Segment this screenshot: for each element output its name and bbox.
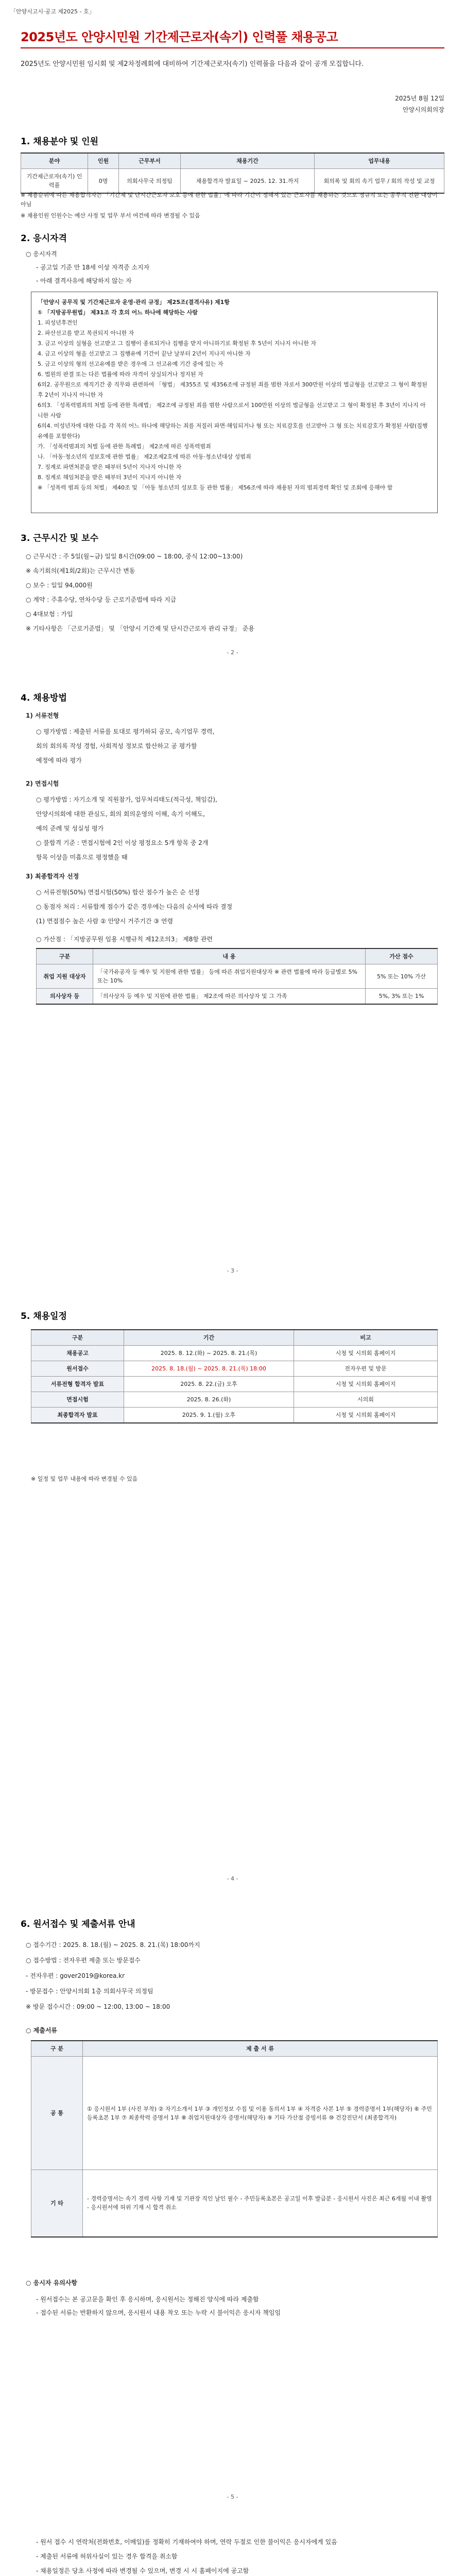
- disqualification-item: 6의3. 「성폭력범죄의 처벌 등에 관한 특례법」 제2조에 규정된 죄를 범한 사람으로서 100만원 이상의 벌금형을 선고받고 그 형이 확정된 후 3년이 지나지 아니한 사람: [38, 402, 426, 419]
- table-row: [31, 1408, 438, 1423]
- table-cell: 「의사상자 등 예우 및 지원에 관한 법률」 제2조에 따른 의사상자 및 그 가족: [93, 989, 366, 1005]
- table-row: [31, 1361, 438, 1377]
- disqualification-item: 3. 금고 이상의 실형을 선고받고 그 집행이 종료되거나 집행을 받지 아니하기로 확정된 후 5년이 지나지 아니한 자: [38, 340, 316, 347]
- document-title: 2025년도 안양시민원 기간제근로자(속기) 인력풀 채용공고: [21, 30, 338, 44]
- table-cell: 전자우편 및 방문: [294, 1361, 438, 1377]
- box-title: 「안양시 공무직 및 기간제근로자 운영·관리 규정」 제25조(결격사유) 제1항: [38, 299, 230, 306]
- section-6-title: 6. 원서접수 및 제출서류 안내: [21, 1919, 135, 1929]
- table-header: 구분: [37, 948, 93, 964]
- intro-text: 2025년도 안양시민원 임시회 및 제2차정례회에 대비하여 기간제근로자(속기) 인력풀을 다음과 같이 공개 모집합니다.: [21, 60, 364, 68]
- disqualification-item: 5. 금고 이상의 형의 선고유예를 받은 경우에 그 선고유예 기간 중에 있는 자: [38, 361, 223, 367]
- table-cell: 취업 지원 대상자: [37, 964, 93, 989]
- table-header: 근무부서: [119, 153, 181, 169]
- interview-title: 2) 면접시험: [26, 780, 59, 787]
- table-row: [31, 2170, 438, 2237]
- application-item: ○ 접수방법 : 전자우편 제출 또는 방문접수: [26, 1957, 141, 1964]
- bonus-table: [36, 948, 438, 1005]
- application-item: ※ 방문 접수시간 : 09:00 ~ 12:00, 13:00 ~ 18:00: [26, 2003, 170, 2010]
- disqualification-item: 나. 「아동·청소년의 성보호에 관한 법률」 제2조제2호에 따른 아동·청소년대상 성범죄: [38, 453, 251, 460]
- work-condition-item: ※ 속기회의(제1회/2회)는 근무시간 변동: [26, 567, 135, 574]
- section-2-title: 2. 응시자격: [21, 233, 67, 244]
- disqualification-list: [38, 318, 431, 493]
- table-cell: 2025. 9. 1.(월) 오후: [124, 1408, 294, 1423]
- table-cell: 회의록 및 회의 속기 업무 / 회의 작성 및 교정: [315, 169, 444, 194]
- disqualification-item: 6. 법원의 판결 또는 다른 법률에 따라 자격이 상실되거나 정지된 자: [38, 371, 203, 378]
- work-condition-item: ○ 4대보험 : 가입: [26, 611, 73, 618]
- final-selection-list: [36, 885, 438, 928]
- screening-item: ○ 평가방법 : 제출된 서류를 토대로 평가하되 공모, 속기업무 경력,: [36, 728, 215, 735]
- application-item: ○ 접수기간 : 2025. 8. 18.(월) ~ 2025. 8. 21.(목) 18:00까지: [26, 1941, 200, 1948]
- announcement-date: 2025년 8월 12일: [395, 95, 444, 102]
- table-cell: 2025. 8. 18.(월) ~ 2025. 8. 21.(목) 18:00: [124, 1361, 294, 1377]
- table-cell: 기 타: [31, 2170, 83, 2237]
- table-cell: 의회사무국 의정팀: [119, 169, 181, 194]
- table-cell: 「국가유공자 등 예우 및 지원에 관한 법률」 등에 따른 취업지원대상자 ※ 관련 법률에 따라 등급별로 5% 또는 10%: [93, 964, 366, 989]
- table-row: [37, 989, 438, 1005]
- table-row: [21, 169, 444, 194]
- table-cell: 원서접수: [31, 1361, 124, 1377]
- page-number: - 3 -: [227, 1267, 238, 1274]
- table-cell: 시청 및 시의회 홈페이지: [294, 1346, 438, 1361]
- section-3-title: 3. 근무시간 및 보수: [21, 533, 98, 544]
- application-list: [26, 1937, 438, 2014]
- applicant-notes: [36, 2293, 438, 2319]
- interview-list: [36, 792, 438, 865]
- recruitment-table: [21, 152, 444, 194]
- disqualification-item: 6의2. 공무원으로 재직기간 중 직무와 관련하여 「형법」 제355조 및 제356조에 규정된 죄를 범한 자로서 300만원 이상의 벌금형을 선고받고 그 형이 확정된 후 2년이 지나지 아니한 자: [38, 381, 427, 398]
- selection-item: ○ 서류전형(50%) 면접시험(50%) 합산 점수가 높은 순 선정: [36, 889, 200, 896]
- table-cell: 시청 및 시의회 홈페이지: [294, 1408, 438, 1423]
- note-item: - 제출된 서류에 허위사실이 있는 경우 합격을 취소함: [36, 2553, 178, 2560]
- work-condition-item: ○ 계약 : 주휴수당, 연차수당 등 근로기준법에 따라 지급: [26, 596, 177, 603]
- documents-table: [31, 2040, 438, 2238]
- section-1-title: 1. 채용분야 및 인원: [21, 137, 98, 147]
- section-1-note: ※ 채용인원 인원수는 예산 사정 및 업무 부서 여건에 따라 변경될 수 있음: [21, 212, 200, 219]
- table-header: 제 출 서 류: [83, 2041, 438, 2057]
- table-cell: 시청 및 시의회 홈페이지: [294, 1377, 438, 1392]
- qualification-heading: ○ 응시자격: [26, 250, 57, 258]
- work-hours-list: [26, 549, 438, 636]
- page-number: - 2 -: [227, 649, 238, 656]
- documents-title: ○ 제출서류: [26, 2027, 58, 2034]
- table-cell: 서류전형 합격자 발표: [31, 1377, 124, 1392]
- table-row: [31, 1392, 438, 1408]
- application-item: - 방문접수 : 안양시의회 1층 의회사무국 의정팀: [26, 1988, 153, 1995]
- table-header: 구 분: [31, 2041, 83, 2057]
- table-cell: 2025. 8. 22.(금) 오후: [124, 1377, 294, 1392]
- schedule-note: ※ 일정 및 업무 내용에 따라 변경될 수 있음: [31, 1476, 138, 1482]
- note-item: - 원서 접수 시 연락처(전화번호, 이메일)를 정확히 기재하여야 하며, 연락 두절로 인한 불이익은 응시자에게 있음: [36, 2538, 337, 2546]
- table-header: 비고: [294, 1330, 438, 1346]
- table-row: [31, 1346, 438, 1361]
- table-cell: 의사상자 등: [37, 989, 93, 1005]
- table-cell: ① 응시원서 1부 (사진 부착) ② 자기소개서 1부 ③ 개인정보 수집 및 이용 동의서 1부 ④ 자격증 사본 1부 ⑤ 경력증명서 1부(해당자) ⑥ 주민등록초본 1부 ⑦ 최종학력 증명서 1부 ⑧ 취업지원대상자 증명서(해당자) ⑨ 기타 가산점 증빙서류 ⑩ 건강진단서 (최종합격자): [83, 2057, 438, 2170]
- qualification-item: - 아래 결격사유에 해당하지 않는 자: [36, 277, 132, 284]
- table-header: 기간: [124, 1330, 294, 1346]
- disqualification-item: 2. 파산선고를 받고 복권되지 아니한 자: [38, 330, 134, 336]
- interview-item: 예의 준례 및 성실성 평가: [36, 825, 104, 832]
- table-header-row: [31, 1330, 438, 1346]
- disqualification-item: 6의4. 미성년자에 대한 다음 각 목의 어느 하나에 해당하는 죄를 저질러 파면·해임되거나 형 또는 치료감호를 선고받아 그 형 또는 치료감호가 확정된 사람(집행유예를 포함한다): [38, 422, 428, 439]
- title-divider: [21, 47, 444, 48]
- document-screening-title: 1) 서류전형: [26, 712, 59, 719]
- screening-item: 회의 회의록 작성 경험, 사회적성 정보로 합산하고 공 평가할: [36, 742, 197, 750]
- document-screening-list: [36, 724, 438, 768]
- disqualification-item: ※ 「성폭력 범죄 등의 처벌」 제40조 및 「아동 청소년의 성보호 등 관한 법률」 제56조에 따라 채용된 자의 범죄경력 확인 및 조회에 응해야 함: [38, 484, 393, 491]
- table-cell: 공 통: [31, 2057, 83, 2170]
- disqualification-box: [31, 292, 438, 513]
- section-1-note: ※ 채용순위에 따른 채용합격자는 「기간제 및 단시간근로자 보호 등에 관한 법률」에 따라 기간이 정해져 있는 근로자를 채용하는 것으로 정규직 또는 공무직 전환 대상이 아님: [21, 192, 438, 208]
- table-row: [37, 964, 438, 989]
- table-header-row: [21, 153, 444, 169]
- table-row: [31, 2057, 438, 2170]
- issuer-name: 안양시의회의장: [402, 106, 444, 113]
- note-item: - 채용일정은 당초 사정에 따라 변경될 수 있으며, 변경 시 시 홈페이지에 공고함: [36, 2567, 249, 2574]
- work-condition-item: ○ 근무시간 : 주 5일(월~금) 일일 8시간(09:00 ~ 18:00, 중식 12:00~13:00): [26, 553, 243, 560]
- page-number: - 5 -: [227, 2494, 238, 2500]
- table-row: [31, 1377, 438, 1392]
- table-cell: 채용합격자 발표일 ~ 2025. 12. 31.까지: [181, 169, 315, 194]
- disqualification-item: 4. 금고 이상의 형을 선고받고 그 집행유예 기간이 끝난 날부터 2년이 지나지 아니한 자: [38, 350, 251, 357]
- date-block: [395, 93, 444, 115]
- schedule-table: [31, 1329, 438, 1423]
- table-header: 채용기간: [181, 153, 315, 169]
- table-cell: 0명: [88, 169, 119, 194]
- table-cell: 최종합격자 발표: [31, 1408, 124, 1423]
- table-header: 업무내용: [315, 153, 444, 169]
- disqualification-item: 7. 징계로 파면처분을 받은 때부터 5년이 지나지 아니한 자: [38, 464, 182, 470]
- work-condition-item: ○ 보수 : 일일 94,000원: [26, 582, 93, 589]
- table-header: 분야: [21, 153, 88, 169]
- notes-title: ○ 응시자 유의사항: [26, 2279, 77, 2286]
- table-header-row: [31, 2041, 438, 2057]
- table-header: 구분: [31, 1330, 124, 1346]
- note-item: - 접수된 서류는 반환하지 않으며, 응시원서 내용 착오 또는 누락 시 불이익은 응시자 책임임: [36, 2309, 281, 2316]
- table-cell: 2025. 8. 12.(화) ~ 2025. 8. 21.(목): [124, 1346, 294, 1361]
- disqualification-item: 1. 피성년후견인: [38, 319, 78, 326]
- selection-item: ○ 동점자 처리 : 서류합계 점수가 같은 경우에는 다음의 순서에 따라 결정: [36, 903, 233, 910]
- selection-item: (1) 면접점수 높은 사람 ② 안양시 거주기간 ③ 연령: [36, 918, 174, 925]
- note-item: - 원서접수는 본 공고문을 확인 후 응시하며, 응시원서는 정해진 양식에 따라 제출함: [36, 2296, 259, 2303]
- table-header-row: [37, 948, 438, 964]
- screening-item: 예정에 따라 평가: [36, 757, 82, 764]
- table-cell: 5%, 3% 또는 1%: [366, 989, 438, 1005]
- interview-item: 안양시의회에 대한 관심도, 회의 회의운영의 이해, 속기 이해도,: [36, 810, 205, 818]
- bonus-caption: ○ 가산점 : 「지방공무원 임용 시행규칙 제12조의3」 제8항 관련: [36, 936, 213, 943]
- interview-item: ○ 평가방법 : 자기소개 및 직원참가, 업무처리태도(적극성, 책임감),: [36, 796, 217, 803]
- application-item: - 전자우편 : gover2019@korea.kr: [26, 1972, 125, 1979]
- final-selection-title: 3) 최종합격자 선정: [26, 873, 79, 880]
- page-number: - 4 -: [227, 1875, 238, 1882]
- box-subtitle: ① 「지방공무원법」 제31조 각 호의 어느 하나에 해당하는 사람: [38, 309, 198, 316]
- table-cell: 5% 또는 10% 가산: [366, 964, 438, 989]
- qualification-item: - 공고일 기준 만 18세 이상 자격증 소지자: [36, 264, 150, 271]
- table-cell: 2025. 8. 26.(화): [124, 1392, 294, 1408]
- section-5-title: 5. 채용일정: [21, 1311, 67, 1321]
- interview-item: 항목 이상을 미흡으로 평정했을 때: [36, 854, 128, 861]
- table-cell: 채용공고: [31, 1346, 124, 1361]
- disqualification-item: 가. 「성폭력범죄의 처벌 등에 관한 특례법」 제2조에 따른 성폭력범죄: [38, 443, 211, 450]
- announcement-number: 「안양시고시·공고 제2025 - 호」: [10, 8, 95, 15]
- applicant-notes-continued: [36, 2535, 438, 2576]
- table-header: 가산 점수: [366, 948, 438, 964]
- disqualification-item: 8. 징계로 해임처분을 받은 때부터 3년이 지나지 아니한 자: [38, 474, 182, 481]
- work-condition-item: ※ 기타사항은 「근로기준법」 및 「안양시 기간제 및 단시간근로자 관리 규정」 준용: [26, 625, 254, 632]
- section-4-title: 4. 채용방법: [21, 693, 67, 703]
- table-cell: 시의회: [294, 1392, 438, 1408]
- table-cell: 기간제근로자(속기) 인력풀: [21, 169, 88, 194]
- interview-item: ○ 불합격 기준 : 면접시험에 2인 이상 평정요소 5개 항목 중 2개: [36, 839, 209, 846]
- table-cell: 면접시험: [31, 1392, 124, 1408]
- table-cell: - 경력증명서는 속기 경력 사항 기재 및 기관장 직인 날인 필수 - 주민등록초본은 공고일 이후 발급분 - 응시원서 사진은 최근 6개월 이내 촬영 - 응시원서에 허위 기재 시 합격 취소: [83, 2170, 438, 2237]
- table-header: 내 용: [93, 948, 366, 964]
- table-header: 인원: [88, 153, 119, 169]
